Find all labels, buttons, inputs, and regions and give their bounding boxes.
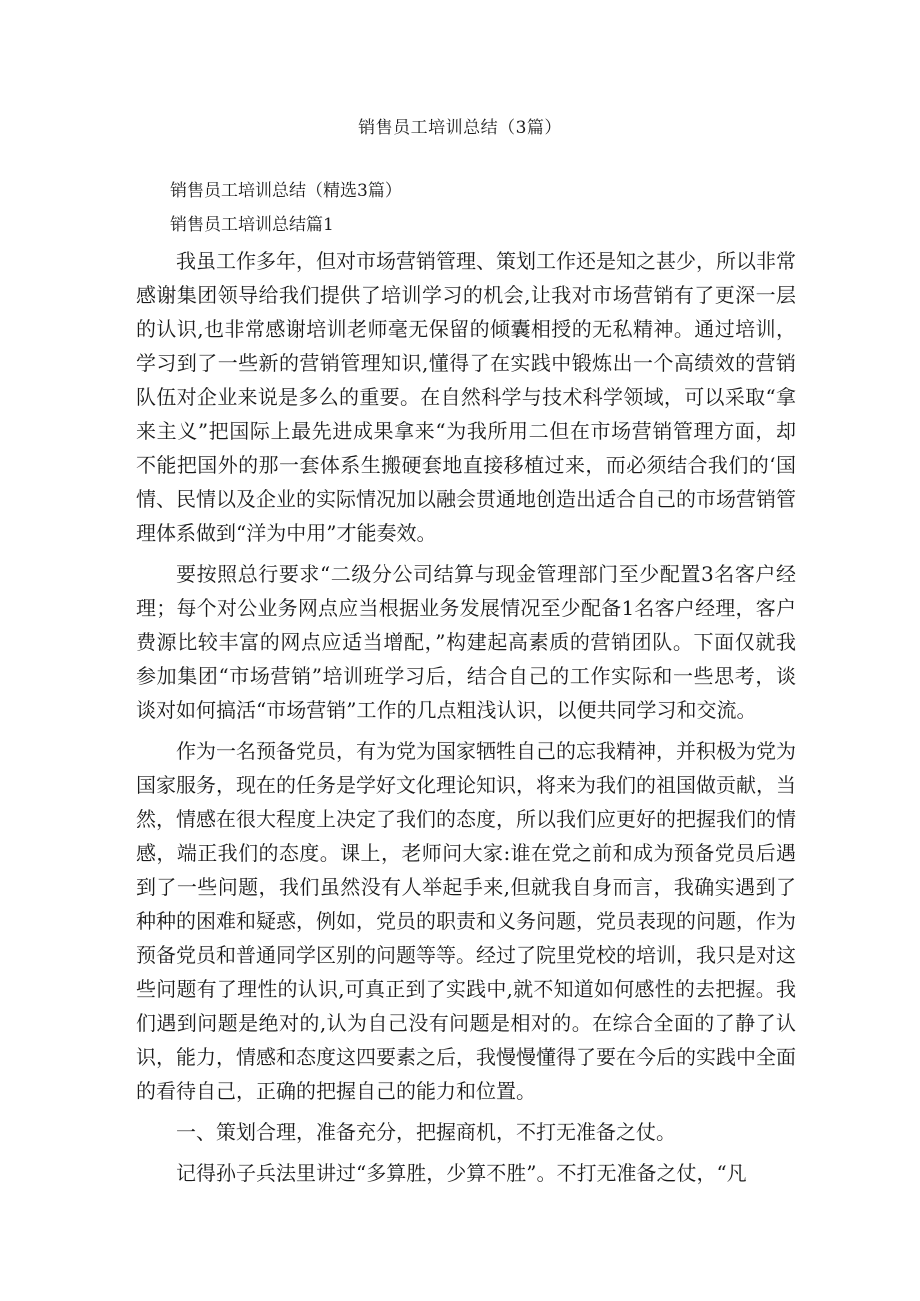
paragraph-3: 作为一名预备党员，有为党为国家牺牲自己的忘我精神，并积极为党为国家服务，现在的任务是学好文化理论知识，将来为我们的祖国做贡献，当然，情感在很大程度上决定了我们的态度，所以我们应更好的把握我们的情感，端正我们的态度。课上，老师问大家:谁在党之前和成为预备党员后遇到了一些问题，我们虽然没有人举起手来,但就我自身而言，我确实遇到了种种的困难和疑惑，例如，党员的职责和义务问题，党员表现的问题，作为预备党员和普通同学区别的问题等等。经过了院里党校的培训，我只是对这些问题有了理性的认识,可真正到了实践中,就不知道如何感性的去把握。我们遇到问题是绝对的,认为自己没有问题是相对的。在综合全面的了静了认识，能力，情感和态度这四要素之后，我慢慢懂得了要在今后的实践中全面的看待自己，正确的把握自己的能力和位置。 <box>136 739 796 1103</box>
paragraph-5: 记得孙子兵法里讲过“多算胜，少算不胜”。不打无准备之仗，“凡 <box>176 1161 747 1185</box>
document-subtitle: 销售员工培训总结（精选3篇） <box>170 181 402 201</box>
paragraph-4-heading: 一、策划合理，准备充分，把握商机，不打无准备之仗。 <box>176 1120 676 1144</box>
document-title: 销售员工培训总结（3篇） <box>358 118 562 138</box>
paragraph-1: 我虽工作多年，但对市场营销管理、策划工作还是知之甚少，所以非常感谢集团领导给我们提供了培训学习的机会,让我对市场营销有了更深一层的认识,也非常感谢培训老师毫无保留的倾囊相授的无私精神。通过培训，学习到了一些新的营销管理知识,懂得了在实践中锻炼出一个高绩效的营销队伍对企业来说是多么的重要。在自然科学与技术科学领域，可以采取“拿来主义”把国际上最先进成果拿来“为我所用二但在市场营销管理方面，却不能把国外的那一套体系生搬硬套地直接移植过来，而必须结合我们的‘国情、民情以及企业的实际情况加以融会贯通地创造出适合自己的市场营销管理体系做到“洋为中用”才能奏效。 <box>136 249 796 545</box>
paragraph-2: 要按照总行要求“二级分公司结算与现金管理部门至少配置3名客户经理；每个对公业务网点应当根据业务发展情况至少配备1名客户经理，客户费源比较丰富的网点应适当增配，”构建起高素质的营销团队。下面仅就我参加集团“市场营销”培训班学习后，结合自己的工作实际和一些思考，谈谈对如何搞活“市场营销”工作的几点粗浅认识，以便共同学习和交流。 <box>136 562 796 722</box>
document-body <box>136 176 796 1197</box>
section-heading: 销售员工培训总结篇1 <box>170 215 334 235</box>
